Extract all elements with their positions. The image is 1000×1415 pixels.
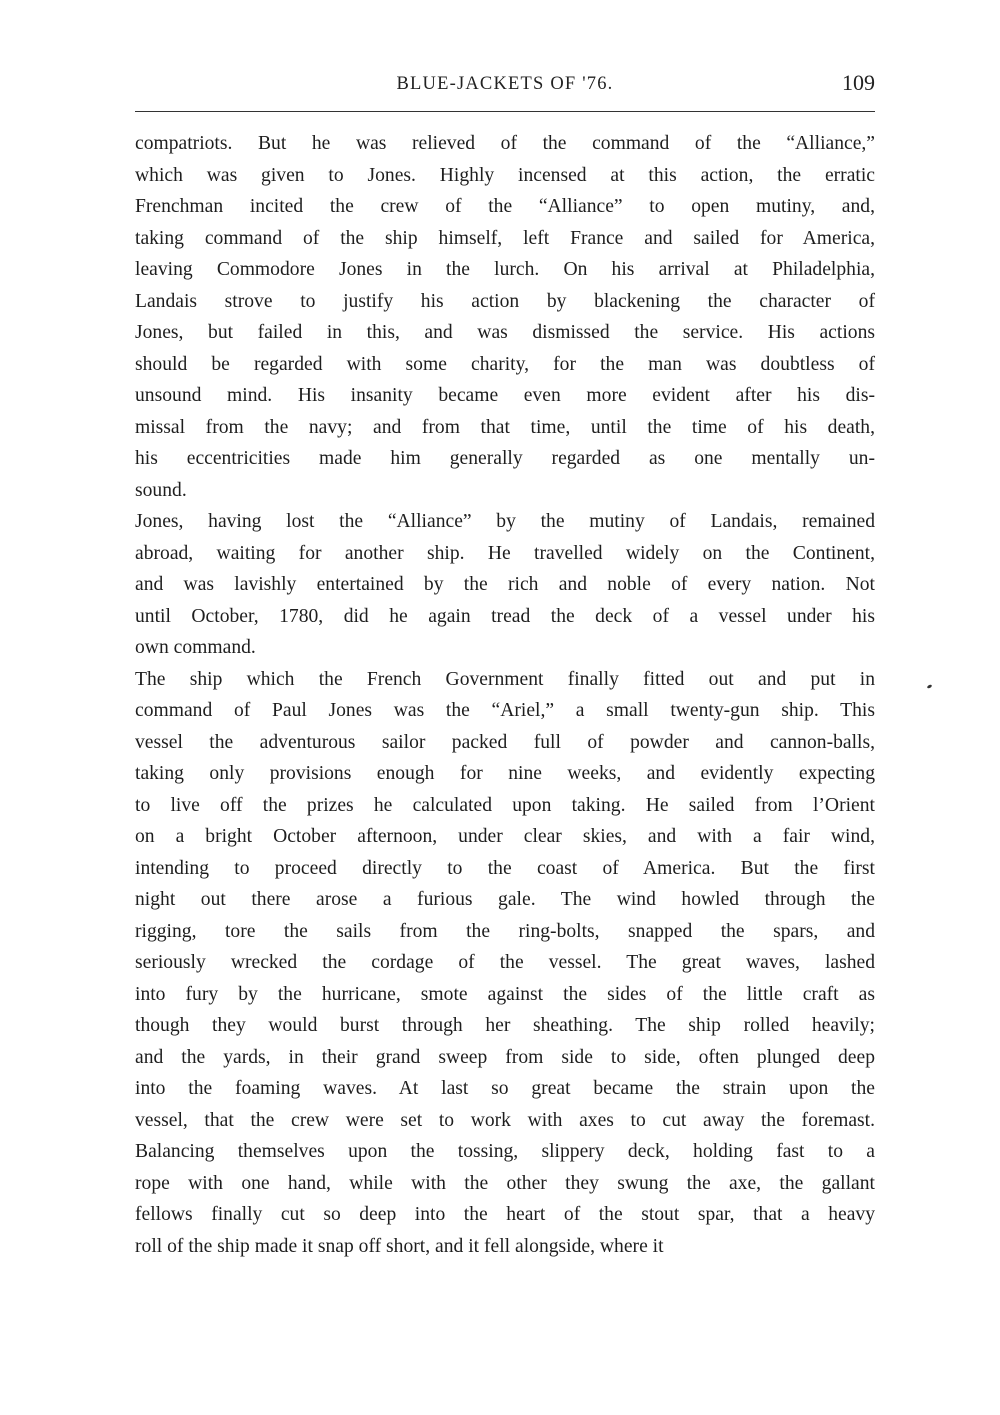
paragraph: [135, 128, 875, 506]
ink-speck: [927, 684, 933, 689]
text-line: compatriots. But he was relieved of the command of the “Alliance,”: [135, 133, 875, 154]
text-line: intending to proceed directly to the coast of America. But the first: [135, 857, 875, 879]
text-line: abroad, waiting for another ship. He travelled widely on the Continent,: [135, 542, 875, 564]
text-line: own command.: [135, 637, 256, 658]
text-line: missal from the navy; and from that time, until the time of his death,: [135, 416, 875, 438]
text-line: The ship which the French Government finally fitted out and put in: [135, 668, 875, 690]
text-line: vessel, that the crew were set to work with axes to cut away the foremast.: [135, 1109, 875, 1131]
text-line: though they would burst through her sheathing. The ship rolled heavily;: [135, 1015, 875, 1036]
text-line: on a bright October afternoon, under clear skies, and with a fair wind,: [135, 826, 875, 847]
header-rule: [135, 111, 875, 112]
text-line: rope with one hand, while with the other they swung the axe, the gallant: [135, 1172, 875, 1194]
body-text: [135, 128, 875, 1262]
text-line: sound.: [135, 479, 187, 501]
text-line: Frenchman incited the crew of the “Alliance” to open mutiny, and,: [135, 196, 875, 217]
text-line: which was given to Jones. Highly incensed at this action, the erratic: [135, 164, 875, 186]
running-head: [135, 70, 875, 100]
paragraph: [135, 664, 875, 1263]
running-title: BLUE-JACKETS OF '76.: [396, 74, 614, 94]
text-line: taking command of the ship himself, left France and sailed for America,: [135, 227, 875, 249]
text-line: Balancing themselves upon the tossing, slippery deck, holding fast to a: [135, 1141, 875, 1162]
text-line: into fury by the hurricane, smote against the sides of the little craft as: [135, 983, 875, 1005]
text-line: Landais strove to justify his action by blackening the character of: [135, 290, 875, 312]
text-line: should be regarded with some charity, for the man was doubtless of: [135, 353, 875, 375]
text-line: his eccentricities made him generally regarded as one mentally un-: [135, 448, 875, 469]
text-line: vessel the adventurous sailor packed full of powder and cannon-balls,: [135, 731, 875, 753]
text-line: and the yards, in their grand sweep from side to side, often plunged deep: [135, 1046, 875, 1068]
text-line: and was lavishly entertained by the rich and noble of every nation. Not: [135, 574, 875, 595]
text-line: leaving Commodore Jones in the lurch. On his arrival at Philadelphia,: [135, 259, 875, 280]
text-line: fellows finally cut so deep into the heart of the stout spar, that a heavy: [135, 1204, 875, 1225]
page-number: 109: [842, 70, 875, 95]
text-line: to live off the prizes he calculated upon taking. He sailed from l’Orient: [135, 794, 875, 816]
paragraph: [135, 506, 875, 664]
text-line: unsound mind. His insanity became even more evident after his dis-: [135, 385, 875, 406]
text-line: until October, 1780, did he again tread the deck of a vessel under his: [135, 605, 875, 627]
text-line: command of Paul Jones was the “Ariel,” a small twenty-gun ship. This: [135, 700, 875, 721]
text-line: into the foaming waves. At last so great became the strain upon the: [135, 1078, 875, 1099]
text-line: rigging, tore the sails from the ring-bolts, snapped the spars, and: [135, 920, 875, 942]
text-line: Jones, having lost the “Alliance” by the mutiny of Landais, remained: [135, 511, 875, 532]
text-line: Jones, but failed in this, and was dismissed the service. His actions: [135, 322, 875, 343]
text-line: roll of the ship made it snap off short, and it fell alongside, where it: [135, 1235, 664, 1257]
text-line: night out there arose a furious gale. The wind howled through the: [135, 889, 875, 910]
text-line: taking only provisions enough for nine weeks, and evidently expecting: [135, 763, 875, 784]
text-line: seriously wrecked the cordage of the vessel. The great waves, lashed: [135, 952, 875, 973]
